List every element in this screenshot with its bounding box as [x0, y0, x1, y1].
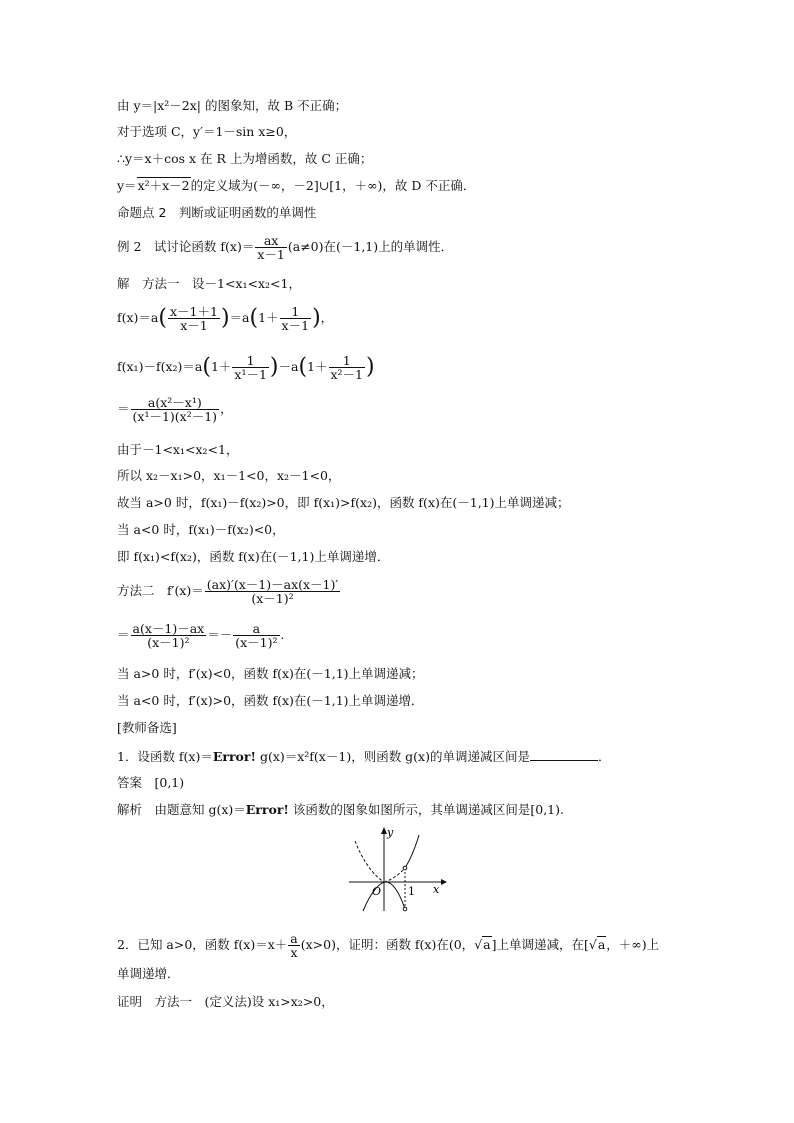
question-1: 1．设函数 f(x)＝Error! g(x)＝x²f(x－1)，则函数 g(x)的单调递减区间是 ．	[117, 749, 611, 764]
open-point-top	[403, 866, 407, 870]
text-line-13: 故当 a>0 时，f(x₁)－f(x₂)>0，即 f(x₁)>f(x₂)，函数 f(x)在(－1,1)上单调递减；	[117, 495, 570, 510]
answer-blank	[530, 748, 598, 761]
text-line-3: ∴y＝x＋cos x 在 R 上为增函数，故 C 正确；	[117, 151, 373, 166]
question-2: 2．已知 a>0，函数 f(x)＝x＋ $\frac{a}{x}$ (x>0)，证明：函数 f(x)在(0，√a]上单调递减，在[√a，＋∞)上	[117, 931, 660, 960]
example-2-statement: 例 2 试讨论函数 f(x)＝ $\frac{ax}{x-1}$ (a≠0)在(－1,1)上的单调性．	[117, 233, 454, 262]
text-line-11: 由于－1<x₁<x₂<1，	[117, 442, 239, 457]
answer-line: 答案 [0,1)	[117, 775, 185, 790]
section-heading: 命题点 2 判断或证明函数的单调性	[117, 205, 317, 220]
formula-f-x: f(x)＝a( $\frac{x-1+1}{x-1}$ )＝a(1＋ $\frac{1}{x-1}$ )，	[117, 304, 334, 333]
proof-line: 证明 方法一 (定义法)设 x₁>x₂>0，	[117, 994, 334, 1009]
text-line-1: 由 y＝|x²－2x| 的图象知，故 B 不正确；	[117, 98, 348, 113]
solid-curve-upper	[405, 835, 419, 868]
sqrt-expression: x²＋x－2	[137, 178, 190, 193]
tick-label-1: 1	[408, 885, 415, 898]
dashed-curve-left	[355, 841, 384, 882]
text-line-18: 当 a>0 时，f′(x)<0，函数 f(x)在(－1,1)上单调递减；	[117, 666, 424, 681]
solid-curve-right	[384, 882, 405, 909]
dashed-curve-right	[384, 868, 405, 882]
x-axis-label: x	[433, 883, 440, 896]
analysis-line: 解析 由题意知 g(x)＝Error! 该函数的图象如图所示，其单调递减区间是[0,1).	[117, 802, 564, 817]
function-graph	[347, 827, 447, 913]
formula-simplified: ＝ $\frac{\text{a(x²－x¹)}}{\text{(x¹－1)(x²－1)}}$ ，	[117, 395, 233, 424]
y-axis	[381, 827, 387, 911]
text-line-14: 当 a<0 时，f(x₁)－f(x₂)<0，	[117, 522, 285, 537]
origin-label: O	[372, 885, 382, 898]
text-line-19: 当 a<0 时，f′(x)>0，函数 f(x)在(－1,1)上单调递增．	[117, 693, 424, 708]
method-two-derivative: 方法二 f′(x)＝ $\frac{(ax)'(x-1)-ax(x-1)'}{\text{(x－1)²}}$	[117, 577, 339, 606]
method-two-simplified: ＝ $\frac{a(x-1)-ax}{\text{(x－1)²}}$ ＝－ $\frac{a}{\text{(x－1)²}}$ .	[117, 621, 285, 650]
text-line-2: 对于选项 C，y′＝1－sin x≥0，	[117, 124, 297, 139]
formula-difference: f(x₁)－f(x₂)＝a(1＋ $\frac{1}{\text{x¹－1}}$ )－a(1＋ $\frac{1}{\text{x²－1}}$ )	[117, 353, 375, 382]
open-point-bottom	[403, 907, 407, 911]
text-line-15: 即 f(x₁)<f(x₂)，函数 f(x)在(－1,1)上单调递增．	[117, 549, 390, 564]
question-2-continued: 单调递增．	[117, 966, 180, 981]
text-line-7: 解 方法一 设－1<x₁<x₂<1，	[117, 276, 301, 291]
text-line-12: 所以 x₂－x₁>0，x₁－1<0，x₂－1<0，	[117, 468, 341, 483]
y-axis-label: y	[387, 827, 394, 839]
text-line-4: y＝x²＋x－2的定义域为(－∞，－2]∪[1，＋∞)，故 D 不正确．	[117, 178, 476, 193]
teacher-selection-label: [教师备选]	[117, 720, 177, 735]
